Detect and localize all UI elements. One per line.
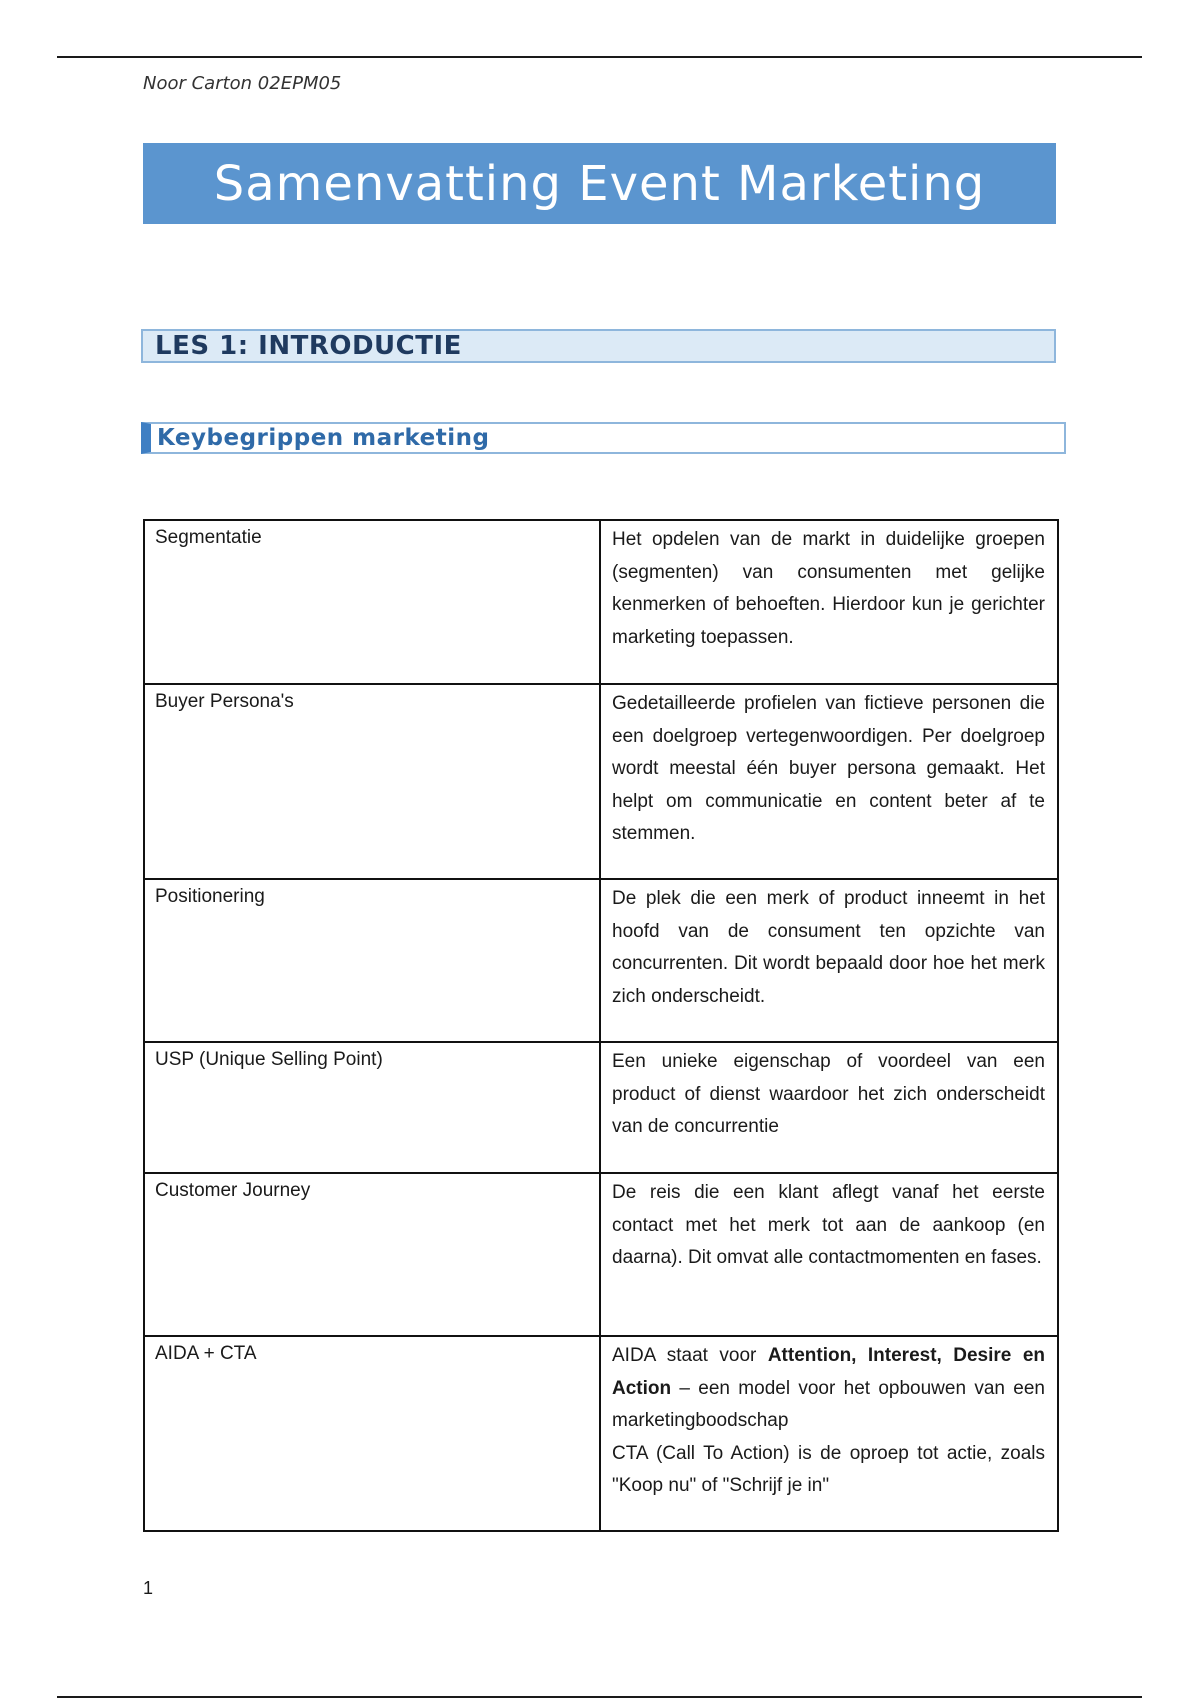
definition-cell bbox=[600, 1173, 1058, 1336]
table-row bbox=[144, 1042, 1058, 1173]
definition-text: De reis die een klant aflegt vanaf het eerste contact met het merk tot aan de aankoop (en daarna). Dit omvat alle contactmomenten en fases. bbox=[612, 1182, 1045, 1268]
definition-text: Gedetailleerde profielen van fictieve personen die een doelgroep vertegenwoordigen. Per doelgroep wordt meestal één buyer persona gemaakt. Het helpt om communicatie en content beter af te stemmen. bbox=[612, 693, 1045, 844]
definition-text: Een unieke eigenschap of voordeel van een product of dienst waardoor het zich onderscheidt van de concurrentie bbox=[612, 1051, 1045, 1137]
aida-rest-text: – een model voor het opbouwen van een marketingboodschap bbox=[612, 1377, 1045, 1431]
table-row bbox=[144, 1173, 1058, 1336]
term-cell: Buyer Persona's bbox=[144, 684, 600, 879]
cta-definition: CTA (Call To Action) is de oproep tot actie, zoals "Koop nu" of "Schrijf je in" bbox=[612, 1442, 1045, 1496]
definition-cell bbox=[600, 520, 1058, 684]
definition-cell bbox=[600, 1336, 1058, 1531]
term-cell: Positionering bbox=[144, 879, 600, 1042]
key-terms-table bbox=[143, 519, 1059, 1532]
definition-cell bbox=[600, 1042, 1058, 1173]
table-row bbox=[144, 1336, 1058, 1531]
document-header-author: Noor Carton 02EPM05 bbox=[143, 73, 342, 94]
table-row bbox=[144, 879, 1058, 1042]
page-number: 1 bbox=[143, 1578, 154, 1598]
document-title: Samenvatting Event Marketing bbox=[213, 155, 986, 212]
section-heading-text: LES 1: INTRODUCTIE bbox=[155, 331, 462, 361]
definition-text: Het opdelen van de markt in duidelijke groepen (segmenten) van consumenten met gelijke kenmerken of behoeften. Hierdoor kun je gerichter marketing toepassen. bbox=[612, 529, 1045, 648]
term-cell: USP (Unique Selling Point) bbox=[144, 1042, 600, 1173]
term-cell: Segmentatie bbox=[144, 520, 600, 684]
section-heading-les-1 bbox=[141, 329, 1056, 363]
aida-definition bbox=[612, 1340, 1045, 1438]
aida-intro-text: AIDA staat voor bbox=[612, 1345, 768, 1366]
term-cell: Customer Journey bbox=[144, 1173, 600, 1336]
definition-cell bbox=[600, 879, 1058, 1042]
term-cell: AIDA + CTA bbox=[144, 1336, 600, 1531]
subsection-heading-text: Keybegrippen marketing bbox=[157, 425, 490, 451]
document-title-banner bbox=[143, 143, 1056, 224]
definition-text: De plek die een merk of product inneemt in het hoofd van de consument ten opzichte van concurrenten. Dit wordt bepaald door hoe het merk zich onderscheidt. bbox=[612, 888, 1045, 1007]
table-row bbox=[144, 684, 1058, 879]
table-row bbox=[144, 520, 1058, 684]
definition-cell bbox=[600, 684, 1058, 879]
aida-bold-text: Attention, Interest, Desire en Action bbox=[612, 1345, 1045, 1399]
subsection-heading-keybegrippen bbox=[141, 422, 1066, 454]
footer-rule bbox=[57, 1696, 1142, 1698]
header-rule bbox=[57, 56, 1142, 58]
